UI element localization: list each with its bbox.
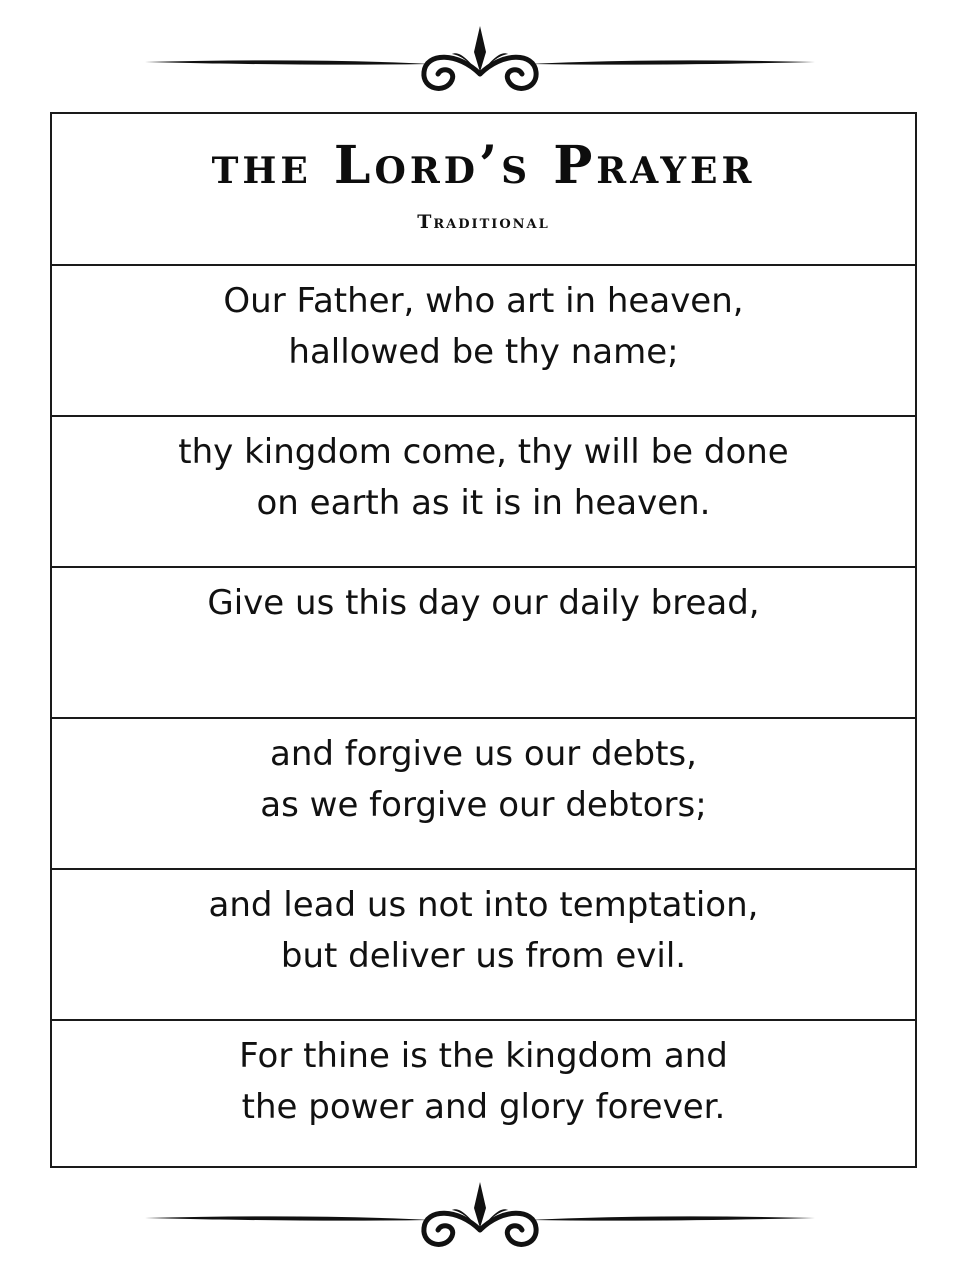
verse-5-line-2: but deliver us from evil. [280,936,687,976]
verse-6-line-2: the power and glory forever. [241,1087,726,1127]
verse-row-2 [52,415,915,566]
prayer-title: the Lord’s Prayer [211,135,756,196]
prayer-subtitle: Traditional [417,211,550,233]
verse-6-line-1: For thine is the kingdom and [239,1036,728,1076]
verse-row-4 [52,717,915,868]
verse-row-3 [52,566,915,717]
verse-3-line-1: Give us this day our daily bread, [207,583,760,623]
verse-1-line-2: hallowed be thy name; [288,332,679,372]
verse-4-line-2: as we forgive our debtors; [260,785,707,825]
verse-2-line-1: thy kingdom come, thy will be done [178,432,789,472]
bottom-flourish-icon [140,1178,820,1258]
top-flourish-icon [140,22,820,102]
prayer-header [52,114,915,264]
verse-4-line-1: and forgive us our debts, [270,734,697,774]
verse-1-line-1: Our Father, who art in heaven, [223,281,744,321]
prayer-card [50,112,917,1168]
verse-5-line-1: and lead us not into temptation, [208,885,759,925]
verse-row-6 [52,1019,915,1166]
verse-row-1 [52,264,915,415]
verse-row-5 [52,868,915,1019]
verse-2-line-2: on earth as it is in heaven. [256,483,711,523]
